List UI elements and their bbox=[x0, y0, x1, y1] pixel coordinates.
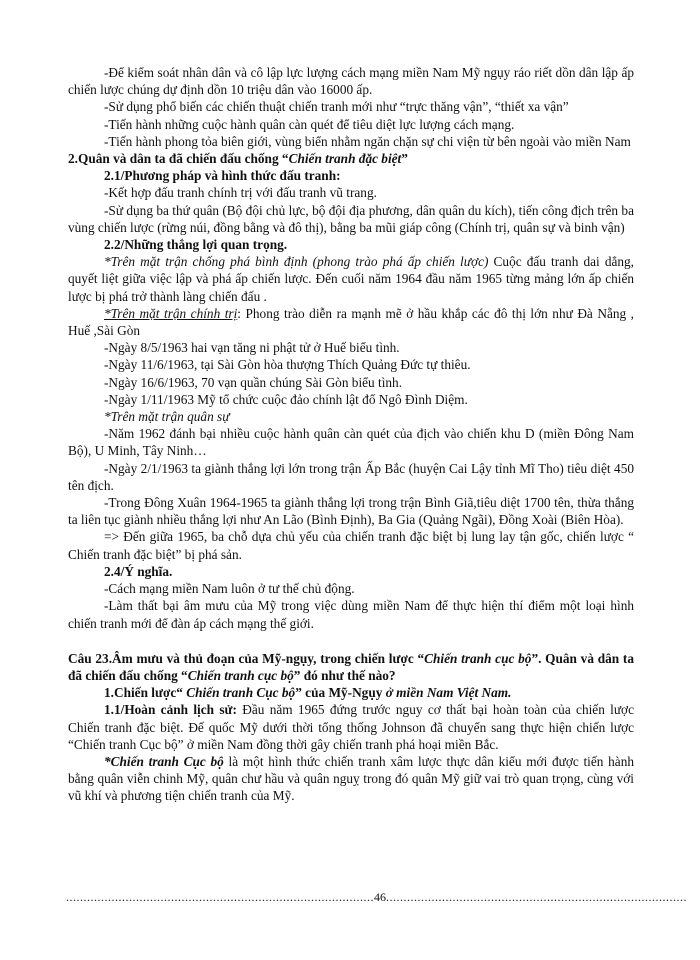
paragraph: -Trong Đông Xuân 1964-1965 ta giành thắng lợi trong trận Bình Giã,tiêu diệt 1700 tên, thừa thắng ta liên tục giành nhiều thắng lợi như An Lão (Bình Định), Ba Gia (Quảng Ngãi), Đồng Xoài (Biên Hòa). bbox=[68, 495, 634, 528]
paragraph: -Cách mạng miền Nam luôn ở tư thế chủ động. bbox=[104, 581, 355, 597]
paragraph: -Ngày 11/6/1963, tại Sài Gòn hòa thượng Thích Quảng Đức tự thiêu. bbox=[104, 357, 471, 373]
paragraph: -Ngày 1/11/1963 Mỹ tổ chức cuộc đảo chính lật đổ Ngô Đình Diệm. bbox=[104, 391, 468, 407]
footer-dots-right: ...................................................................................... bbox=[386, 890, 687, 904]
paragraph: -Ngày 8/5/1963 hai vạn tăng ni phật tử ở Huế biểu tình. bbox=[104, 340, 400, 356]
paragraph: -Sử dụng ba thứ quân (Bộ đội chủ lực, bộ đội địa phương, dân quân du kích), tiến công địch trên ba vùng chiến lược (rừng núi, đồng bằng và đô thị), bằng ba mũi giáp công (Chính trị, quân sự và binh vận) bbox=[68, 202, 634, 235]
paragraph: -Sử dụng phổ biến các chiến thuật chiến tranh mới như “trực thăng vận”, “thiết xa vận” bbox=[104, 99, 569, 115]
paragraph: -Ngày 16/6/1963, 70 vạn quần chúng Sài Gòn biểu tình. bbox=[104, 374, 403, 390]
footer-dots-left: ........................................................................................ bbox=[66, 890, 374, 904]
question-heading: Câu 23.Âm mưu và thủ đoạn của Mỹ-ngụy, trong chiến lược “Chiến tranh cục bộ”. Quân và dân ta đã chiến đấu chống “Chiến tranh cục bộ” đó như thế nào? bbox=[68, 650, 634, 683]
page-footer bbox=[66, 890, 687, 905]
paragraph: *Chiến tranh Cục bộ là một hình thức chiến tranh xâm lược thực dân kiểu mới được tiến hành bằng quân viễn chinh Mỹ, quân chư hầu và quân nguỵ trong đó quân Mỹ giữ vai trò quan trọng, cùng với vũ khí và phương tiện chiến tranh của Mỹ. bbox=[68, 753, 634, 804]
section-heading: 1.Chiến lược“ Chiến tranh Cục bộ” của Mỹ-Ngụy ở miền Nam Việt Nam. bbox=[104, 685, 512, 701]
paragraph: -Năm 1962 đánh bại nhiều cuộc hành quân càn quét của địch vào chiến khu D (miền Đông Nam Bộ), U Minh, Tây Ninh… bbox=[68, 426, 634, 459]
paragraph: *Trên mặt trận chính trị: Phong trào diễn ra mạnh mẽ ở hầu khắp các đô thị lớn như Đà Nẵng , Huế ,Sài Gòn bbox=[68, 305, 634, 339]
spacer bbox=[68, 632, 634, 650]
paragraph: => Đến giữa 1965, ba chỗ dựa chủ yếu của chiến tranh đặc biệt bị lung lay tận gốc, chiến lược “ Chiến tranh đặc biệt” bị phá sản. bbox=[68, 529, 634, 562]
paragraph: -Làm thất bại âm mưu của Mỹ trong việc dùng miền Nam để thực hiện thí điểm một loại hình chiến tranh mới để đàn áp cách mạng thế giới. bbox=[68, 598, 634, 631]
paragraph: *Trên mặt trận quân sự bbox=[104, 409, 230, 425]
subsection-heading: 2.4/Ý nghĩa. bbox=[104, 563, 173, 579]
paragraph: 1.1/Hoàn cảnh lịch sử: Đầu năm 1965 đứng trước nguy cơ thất bại hoàn toàn của chiến lược Chiến tranh đặc biệt. Đế quốc Mỹ dưới thời tổng thống Johnson đã chuyển sang thực hiện chiến lược “Chiến tranh Cục bộ” ở miền Nam đồng thời gây chiến tranh phá hoại miền Bắc. bbox=[68, 702, 634, 752]
subsection-heading: 2.2/Những thắng lợi quan trọng. bbox=[104, 237, 288, 253]
page-number: 46 bbox=[374, 890, 386, 904]
paragraph: -Ngày 2/1/1963 ta giành thắng lợi lớn trong trận Ấp Bắc (huyện Cai Lậy tỉnh Mĩ Tho) tiêu diệt 450 tên địch. bbox=[68, 460, 634, 493]
document-body bbox=[68, 64, 634, 805]
paragraph: -Kết hợp đấu tranh chính trị với đấu tranh vũ trang. bbox=[104, 185, 377, 201]
paragraph: -Để kiểm soát nhân dân và cô lập lực lượng cách mạng miền Nam Mỹ ngụy ráo riết dồn dân lập ấp chiến lược chúng dự định dồn 10 triệu dân vào 16000 ấp. bbox=[68, 65, 634, 98]
paragraph: *Trên mặt trận chống phá bình định (phong trào phá ấp chiến lược) Cuộc đấu tranh dai dẳng, quyết liệt giữa việc lập và phá ấp chiến lược. Đến cuối năm 1964 đầu năm 1965 từng mảng lớn ấp chiến lược bị phá trở thành làng chiến đấu . bbox=[68, 254, 634, 304]
section-heading: 2.Quân và dân ta đã chiến đấu chống “Chiến tranh đặc biệt” bbox=[68, 151, 408, 167]
subsection-heading: 2.1/Phương pháp và hình thức đấu tranh: bbox=[104, 168, 341, 184]
paragraph: -Tiến hành phong tỏa biên giới, vùng biển nhằm ngăn chặn sự chi viện từ bên ngoài vào miền Nam bbox=[104, 133, 631, 149]
paragraph: -Tiến hành những cuộc hành quân càn quét để tiêu diệt lực lượng cách mạng. bbox=[104, 116, 515, 132]
